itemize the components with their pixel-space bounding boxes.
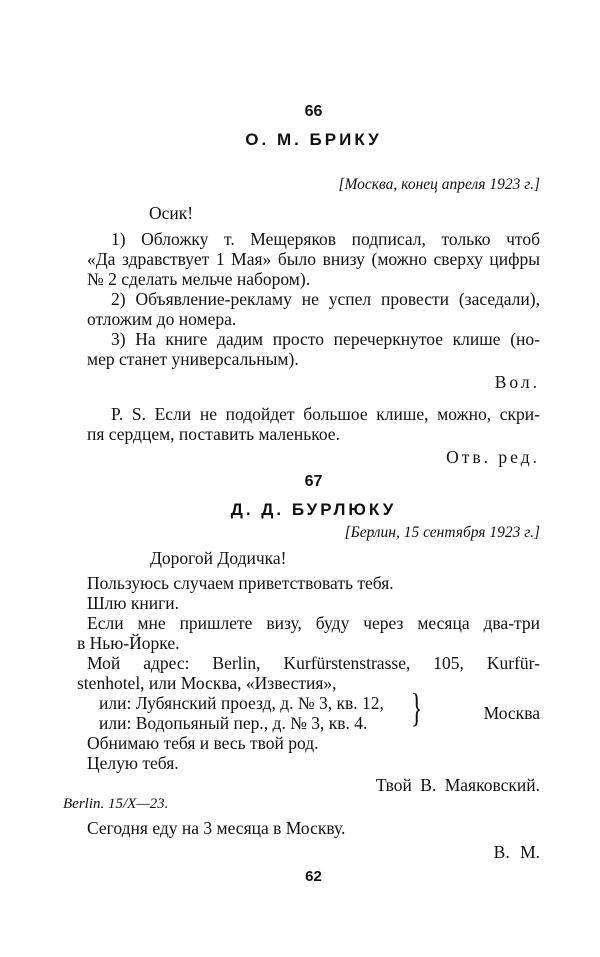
letter-number: 66 [304, 103, 323, 120]
letter-line: мер станет универсальным). [87, 349, 299, 369]
address-line: или: Лубянский проезд, д. № 3, кв. 12, [99, 693, 384, 713]
letter-line: № 2 сделать мельче набором). [87, 269, 311, 289]
letter-addressee: О. М. БРИКУ [245, 130, 382, 149]
postscript-line: P. S. Если не подойдет большое клише, можно, скри- [111, 404, 540, 424]
postscript-line: Сегодня еду на 3 месяца в Москву. [87, 818, 346, 838]
letter-salutation: Осик! [149, 203, 194, 223]
letter-addressee: Д. Д. БУРЛЮКУ [230, 500, 397, 519]
letter-line: отложим до номера. [87, 309, 237, 329]
letter-line: 1) Обложку т. Мещеряков подписал, только чтоб [111, 229, 540, 249]
letter-dateline: [Берлин, 15 сентября 1923 г.] [344, 524, 540, 541]
letter-signature: Твой В. Маяковский. [375, 775, 540, 795]
letter-dateline: [Москва, конец апреля 1923 г.] [338, 176, 540, 193]
letter-line: Шлю книги. [87, 593, 179, 613]
letter-line: в Нью-Йорке. [77, 633, 180, 653]
letter-signature: Вол. [494, 372, 540, 392]
closing-line: Обнимаю тебя и весь твой род. [87, 733, 319, 753]
letter-number: 67 [304, 473, 323, 490]
page-number: 62 [305, 868, 322, 885]
letter-line: Мой адрес: Berlin, Kurfürstenstrasse, 105, Kurfür- [87, 653, 540, 673]
letter-line: «Да здравствует 1 Мая» было внизу (можно сверху цифры [87, 249, 540, 269]
letter-line: Если мне пришлете визу, буду через месяца два-три [87, 613, 540, 633]
letter-line: stenhotel, или Москва, «Известия», [77, 673, 337, 693]
place-date: Berlin. 15/X—23. [63, 796, 169, 812]
curly-brace-icon: } [410, 685, 423, 730]
letter-line: 2) Объявление-рекламу не успел провести (заседали), [111, 289, 540, 309]
address-line: или: Водопьяный пер., д. № 3, кв. 4. [99, 713, 368, 733]
letter-line: Пользуюсь случаем приветствовать тебя. [87, 573, 394, 593]
postscript-line: пя сердцем, поставить маленькое. [87, 424, 340, 444]
postscript-signature: В. М. [493, 842, 540, 862]
postscript-signature: Отв. ред. [446, 447, 540, 467]
letter-line: 3) На книге дадим просто перечеркнутое клише (но- [111, 329, 540, 349]
letter-salutation: Дорогой Додичка! [150, 548, 287, 568]
closing-line: Целую тебя. [87, 753, 179, 773]
address-city: Москва [483, 703, 540, 723]
